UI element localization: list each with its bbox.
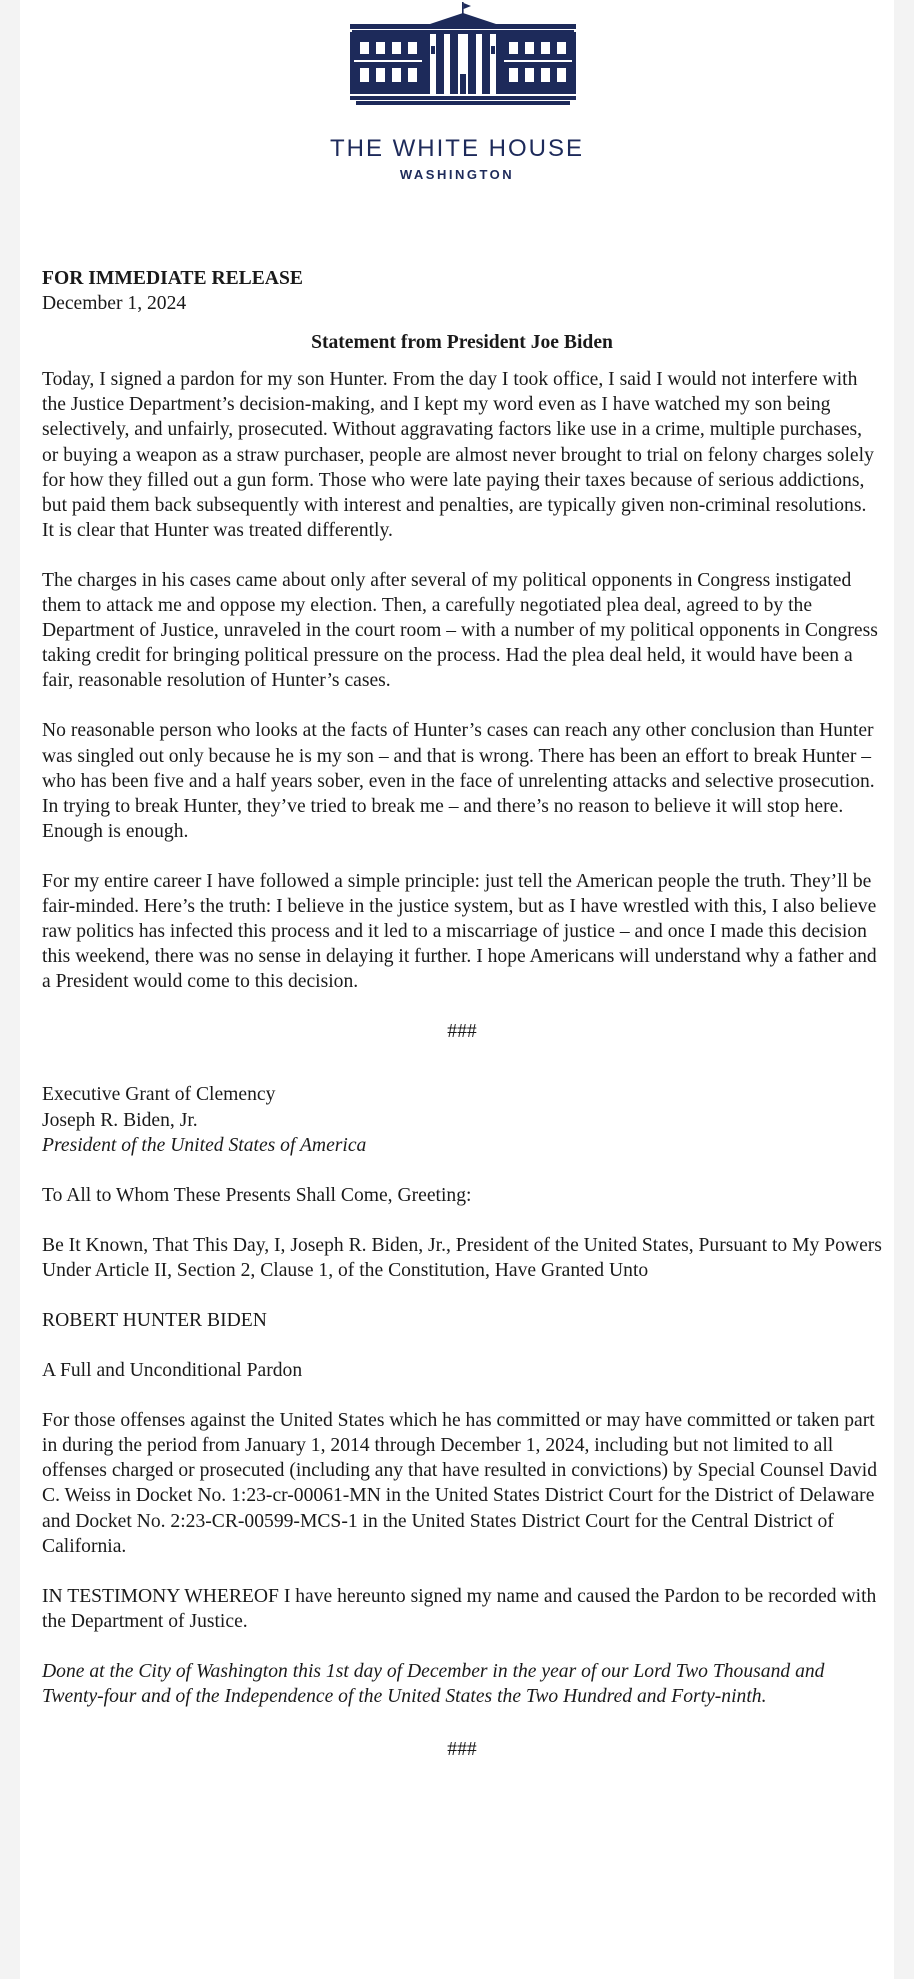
- be-it-known: Be It Known, That This Day, I, Joseph R. Biden, Jr., President of the United States, Pursuant to My Powers Under Article II, Section 2, Clause 1, of the Constitution, Have Granted Unto: [42, 1234, 882, 1281]
- closing-separator: ###: [447, 1739, 477, 1761]
- pardon-type: A Full and Unconditional Pardon: [42, 1360, 303, 1382]
- statement-title: Statement from President Joe Biden: [311, 332, 613, 354]
- grantee-name: ROBERT HUNTER BIDEN: [42, 1310, 267, 1331]
- document-body: [42, 266, 882, 1762]
- letterhead: [20, 0, 894, 200]
- done-at-paragraph: Done at the City of Washington this 1st day of December in the year of our Lord Two Thousand and Twenty-four and of the Independence of the United States the Two Hundred and Forty-ninth.: [42, 1660, 825, 1708]
- organization-city: WASHINGTON: [399, 167, 515, 182]
- section-separator: ###: [447, 1021, 477, 1043]
- offenses-paragraph: For those offenses against the United States which he has committed or may have committed or taken part in during the period from January 1, 2014 through December 1, 2024, including but not limited to all offenses charged or prosecuted (including any that have resulted in convictions) by Special Counsel David C. Weiss in Docket No. 1:23-cr-00061-MN in the United States District Court for the District of Delaware and Docket No. 2:23-CR-00599-MCS-1 in the United States District Court for the Central District of California.: [42, 1410, 878, 1557]
- statement-paragraph: The charges in his cases came about only after several of my political opponents in Congress instigated them to attack me and oppose my election. Then, a carefully negotiated plea deal, agreed to by the Department of Justice, unraveled in the court room – with a number of my political opponents in Congress taking credit for bringing political pressure on the process. Had the plea deal held, it would have been a fair, reasonable resolution of Hunter’s cases.: [42, 569, 878, 692]
- president-office: President of the United States of America: [42, 1134, 367, 1156]
- statement-paragraph: For my entire career I have followed a simple principle: just tell the American people the truth. They’ll be fair-minded. Here’s the truth: I believe in the justice system, but as I have wrestled with this, I also believe raw politics has infected this process and it led to a miscarriage of justice – and once I made this decision this weekend, there was no sense in delaying it further. I hope Americans will understand why a father and a President would come to this decision.: [42, 870, 877, 993]
- document-page: [20, 0, 894, 1979]
- president-name: Joseph R. Biden, Jr.: [42, 1109, 198, 1131]
- greeting: To All to Whom These Presents Shall Come, Greeting:: [42, 1184, 472, 1206]
- statement-paragraph: No reasonable person who looks at the facts of Hunter’s cases can reach any other conclusion than Hunter was singled out only because he is my son – and that is wrong. There has been an effort to break Hunter – who has been five and a half years sober, even in the face of unrelenting attacks and selective prosecution. In trying to break Hunter, they’ve tried to break me – and there’s no reason to believe it will stop here. Enough is enough.: [42, 720, 875, 842]
- clemency-heading: Executive Grant of Clemency: [42, 1084, 276, 1106]
- statement-paragraph: Today, I signed a pardon for my son Hunter. From the day I took office, I said I would not interfere with the Justice Department’s decision-making, and I kept my word even as I have watched my son being selectively, and unfairly, prosecuted. Without aggravating factors like use in a crime, multiple purchases, or buying a weapon as a straw purchaser, people are almost never brought to trial on felony charges solely for how they filled out a gun form. Those who were late paying their taxes because of serious addictions, but paid them back subsequently with interest and penalties, are typically given non-criminal resolutions. It is clear that Hunter was treated differently.: [42, 369, 874, 541]
- release-date: December 1, 2024: [42, 293, 187, 315]
- testimony-paragraph: IN TESTIMONY WHEREOF I have hereunto signed my name and caused the Pardon to be recorded with the Department of Justice.: [42, 1585, 877, 1632]
- release-label: FOR IMMEDIATE RELEASE: [42, 268, 303, 289]
- white-house-building-icon: [350, 2, 576, 106]
- organization-name: THE WHITE HOUSE: [329, 135, 584, 162]
